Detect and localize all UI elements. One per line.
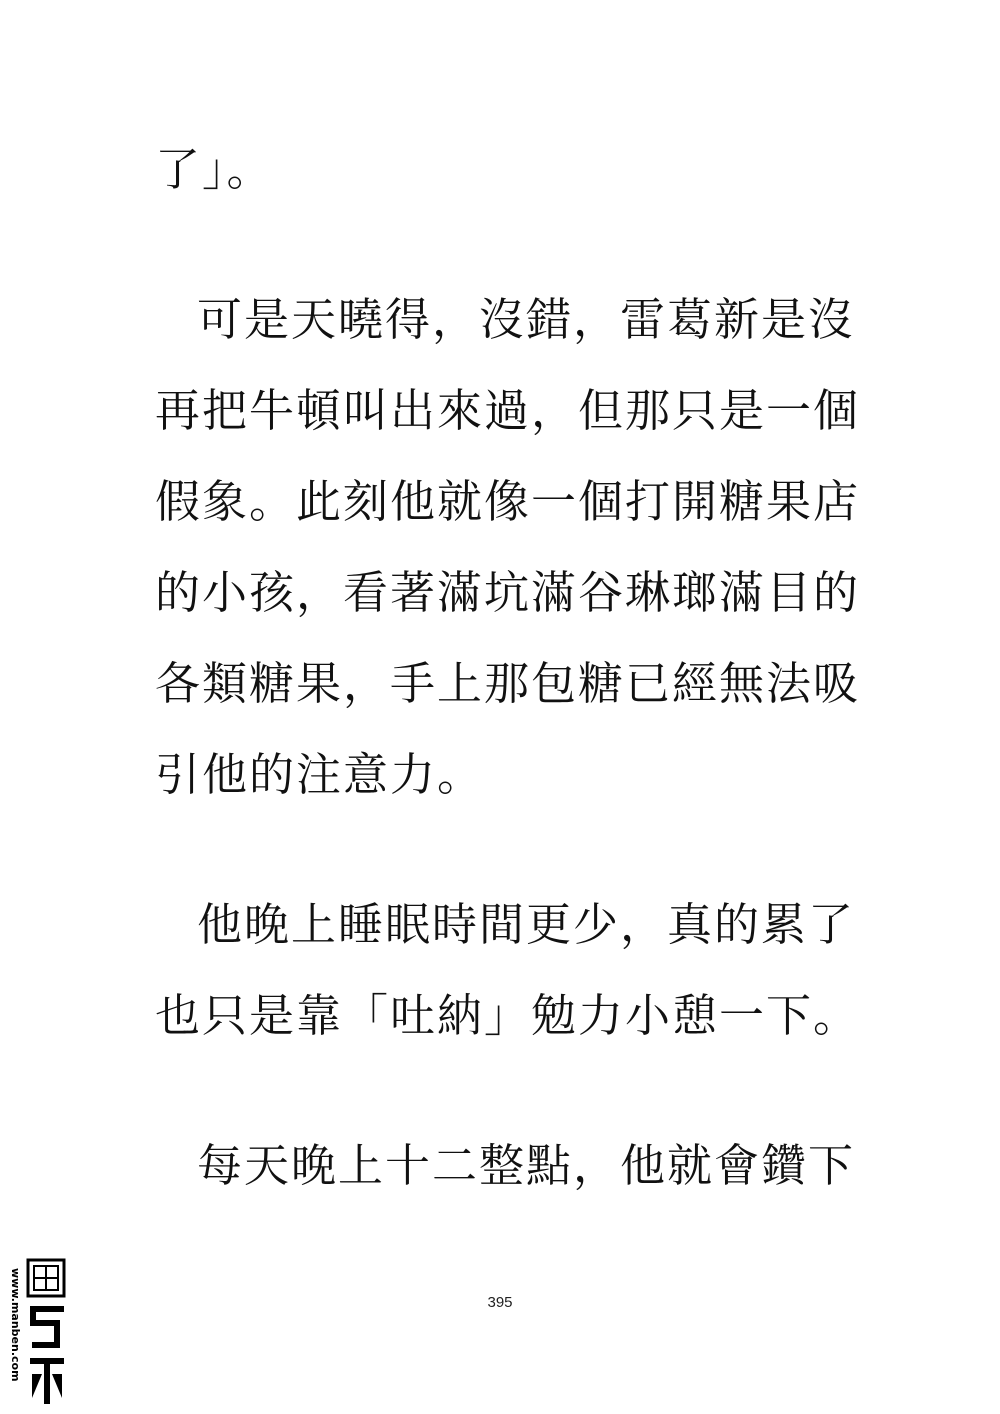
text-line: 了」。 bbox=[155, 143, 274, 196]
text-line: 每天晚上十二整點，他就會鑽下 bbox=[197, 1139, 856, 1192]
text-line: 各類糖果，手上那包糖已經無法吸 bbox=[155, 657, 861, 710]
text-line: 可是天曉得，沒錯，雷葛新是沒 bbox=[197, 293, 856, 346]
text-line: 引他的注意力。 bbox=[155, 748, 485, 801]
text-line: 他晚上睡眠時間更少，真的累了 bbox=[197, 898, 856, 951]
watermark-url: www.manben.com bbox=[9, 1268, 22, 1382]
watermark-logo-icon bbox=[26, 1258, 68, 1408]
page-number: 395 bbox=[487, 1294, 513, 1311]
text-line: 也只是靠「吐納」勉力小憩一下。 bbox=[155, 989, 861, 1042]
text-line: 假象。此刻他就像一個打開糖果店 bbox=[155, 475, 861, 528]
text-line: 的小孩，看著滿坑滿谷琳瑯滿目的 bbox=[155, 566, 861, 619]
text-line: 再把牛頓叫出來過，但那只是一個 bbox=[155, 384, 861, 437]
